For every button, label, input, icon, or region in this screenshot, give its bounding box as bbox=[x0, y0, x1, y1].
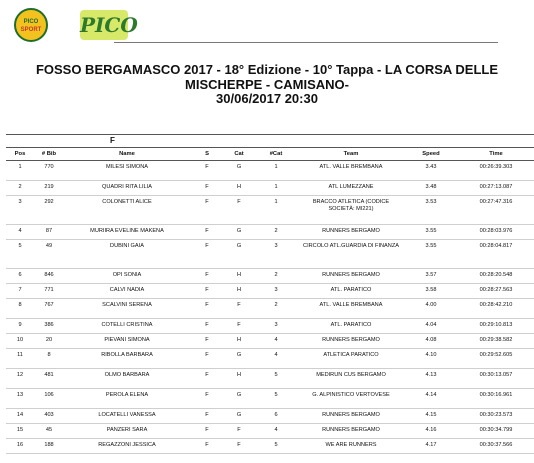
cell-bib: 20 bbox=[34, 334, 64, 349]
cell-pos: 7 bbox=[6, 284, 34, 299]
cell-speed: 3.53 bbox=[404, 196, 458, 225]
cell-cat: H bbox=[224, 369, 254, 389]
cell-speed: 4.17 bbox=[404, 439, 458, 454]
cell-cat-rank: 4 bbox=[254, 349, 298, 369]
col-sex: S bbox=[190, 148, 224, 161]
table-row bbox=[6, 369, 534, 389]
table-row bbox=[6, 284, 534, 299]
cell-name: CALVI NADIA bbox=[64, 284, 190, 299]
cell-speed: 4.15 bbox=[404, 409, 458, 424]
cell-cat: F bbox=[224, 319, 254, 334]
cell-team: ATL. VALLE BREMBANA bbox=[298, 161, 404, 181]
cell-time: 00:30:34.799 bbox=[458, 424, 534, 439]
cell-bib: 49 bbox=[34, 240, 64, 269]
cell-cat: G bbox=[224, 409, 254, 424]
cell-time: 00:30:37.566 bbox=[458, 439, 534, 454]
cell-cat-rank: 3 bbox=[254, 240, 298, 269]
pico-sport-logo bbox=[14, 8, 48, 42]
cell-cat: H bbox=[224, 181, 254, 196]
cell-bib: 767 bbox=[34, 299, 64, 319]
col-cat-rank: #Cat bbox=[254, 148, 298, 161]
cell-speed: 3.58 bbox=[404, 284, 458, 299]
cell-cat: G bbox=[224, 161, 254, 181]
cell-cat: H bbox=[224, 284, 254, 299]
cell-pos: 5 bbox=[6, 240, 34, 269]
cell-bib: 87 bbox=[34, 225, 64, 240]
cell-sex: F bbox=[190, 269, 224, 284]
cell-time: 00:29:10.813 bbox=[458, 319, 534, 334]
cell-cat-rank: 5 bbox=[254, 389, 298, 409]
table-row bbox=[6, 299, 534, 319]
table-row bbox=[6, 319, 534, 334]
cell-sex: F bbox=[190, 389, 224, 409]
results-panel bbox=[6, 134, 534, 463]
cell-pos: 16 bbox=[6, 439, 34, 454]
col-cat: Cat bbox=[224, 148, 254, 161]
table-row bbox=[6, 161, 534, 181]
cell-pos: 6 bbox=[6, 269, 34, 284]
cell-bib: 481 bbox=[34, 369, 64, 389]
cell-speed: 4.13 bbox=[404, 369, 458, 389]
cell-cat: G bbox=[224, 225, 254, 240]
cell-cat: G bbox=[224, 389, 254, 409]
table-row bbox=[6, 181, 534, 196]
cell-cat-rank: 1 bbox=[254, 161, 298, 181]
pico-sport-logo-line1: PICO bbox=[23, 19, 39, 25]
cell-name: COTELLI CRISTINA bbox=[64, 319, 190, 334]
header-logos bbox=[14, 4, 534, 44]
cell-speed: 4.16 bbox=[404, 424, 458, 439]
cell-team: RUNNERS BERGAMO bbox=[298, 225, 404, 240]
table-header-row bbox=[6, 148, 534, 161]
col-pos: Pos bbox=[6, 148, 34, 161]
cell-sex: F bbox=[190, 284, 224, 299]
col-name: Name bbox=[64, 148, 190, 161]
cell-bib: 771 bbox=[34, 284, 64, 299]
cell-sex: F bbox=[190, 299, 224, 319]
cell-speed: 4.08 bbox=[404, 334, 458, 349]
cell-sex: F bbox=[190, 439, 224, 454]
cell-team: ATL. PARATICO bbox=[298, 284, 404, 299]
cell-sex: F bbox=[190, 161, 224, 181]
cell-cat: F bbox=[224, 424, 254, 439]
cell-cat: G bbox=[224, 349, 254, 369]
cell-name: MURIIRA EVELINE MAKENA bbox=[64, 225, 190, 240]
cell-speed: 4.14 bbox=[404, 389, 458, 409]
cell-pos: 12 bbox=[6, 369, 34, 389]
cell-cat: F bbox=[224, 196, 254, 225]
cell-pos: 4 bbox=[6, 225, 34, 240]
cell-sex: F bbox=[190, 240, 224, 269]
cell-cat-rank: 1 bbox=[254, 181, 298, 196]
cell-cat-rank: 5 bbox=[254, 369, 298, 389]
table-row bbox=[6, 196, 534, 225]
cell-bib: 846 bbox=[34, 269, 64, 284]
col-bib: # Bib bbox=[34, 148, 64, 161]
cell-pos: 1 bbox=[6, 161, 34, 181]
cell-bib: 8 bbox=[34, 349, 64, 369]
cell-speed: 3.57 bbox=[404, 269, 458, 284]
table-row bbox=[6, 439, 534, 454]
cell-pos: 2 bbox=[6, 181, 34, 196]
cell-time: 00:28:03.976 bbox=[458, 225, 534, 240]
cell-pos: 3 bbox=[6, 196, 34, 225]
cell-name: PANZERI SARA bbox=[64, 424, 190, 439]
cell-name: REGAZZONI JESSICA bbox=[64, 439, 190, 454]
cell-speed: 3.55 bbox=[404, 225, 458, 240]
cell-time: 00:27:47.316 bbox=[458, 196, 534, 225]
table-row bbox=[6, 240, 534, 269]
cell-bib: 292 bbox=[34, 196, 64, 225]
col-time: Time bbox=[458, 148, 534, 161]
cell-sex: F bbox=[190, 225, 224, 240]
cell-cat: F bbox=[224, 299, 254, 319]
cell-cat-rank: 3 bbox=[254, 319, 298, 334]
cell-name: LOCATELLI VANESSA bbox=[64, 409, 190, 424]
cell-time: 00:29:52.605 bbox=[458, 349, 534, 369]
cell-speed: 3.48 bbox=[404, 181, 458, 196]
cell-name: MILESI SIMONA bbox=[64, 161, 190, 181]
table-row bbox=[6, 269, 534, 284]
cell-time: 00:30:23.573 bbox=[458, 409, 534, 424]
cell-pos: 15 bbox=[6, 424, 34, 439]
cell-speed: 3.55 bbox=[404, 240, 458, 269]
cell-bib: 219 bbox=[34, 181, 64, 196]
table-row bbox=[6, 409, 534, 424]
cell-pos: 9 bbox=[6, 319, 34, 334]
cell-team: G. ALPINISTICO VERTOVESE bbox=[298, 389, 404, 409]
cell-cat-rank: 2 bbox=[254, 269, 298, 284]
cell-name: COLONETTI ALICE bbox=[64, 196, 190, 225]
cell-name: QUADRI RITA LILIA bbox=[64, 181, 190, 196]
cell-team: ATL. PARATICO bbox=[298, 319, 404, 334]
category-heading: F bbox=[110, 136, 115, 145]
cell-cat-rank: 4 bbox=[254, 424, 298, 439]
cell-speed: 3.43 bbox=[404, 161, 458, 181]
cell-team: ATL LUMEZZANE bbox=[298, 181, 404, 196]
col-speed: Speed bbox=[404, 148, 458, 161]
cell-name: OLMO BARBARA bbox=[64, 369, 190, 389]
cell-sex: F bbox=[190, 349, 224, 369]
cell-team: MEDIRUN CUS BERGAMO bbox=[298, 369, 404, 389]
table-row bbox=[6, 334, 534, 349]
cell-name: PIEVANI SIMONA bbox=[64, 334, 190, 349]
cell-bib: 770 bbox=[34, 161, 64, 181]
cell-sex: F bbox=[190, 181, 224, 196]
cell-cat-rank: 2 bbox=[254, 225, 298, 240]
cell-cat-rank: 2 bbox=[254, 299, 298, 319]
cell-pos: 8 bbox=[6, 299, 34, 319]
cell-sex: F bbox=[190, 369, 224, 389]
col-team: Team bbox=[298, 148, 404, 161]
cell-time: 00:28:27.563 bbox=[458, 284, 534, 299]
cell-bib: 386 bbox=[34, 319, 64, 334]
cell-bib: 188 bbox=[34, 439, 64, 454]
cell-name: PEROLA ELENA bbox=[64, 389, 190, 409]
table-row bbox=[6, 225, 534, 240]
pico-logo: PICO bbox=[80, 10, 128, 40]
cell-cat: F bbox=[224, 439, 254, 454]
cell-team: RUNNERS BERGAMO bbox=[298, 334, 404, 349]
cell-sex: F bbox=[190, 196, 224, 225]
cell-cat-rank: 6 bbox=[254, 409, 298, 424]
cell-team: BRACCO ATLETICA (CODICE SOCIETÀ: MI221) bbox=[298, 196, 404, 225]
pico-sport-logo-line2: SPORT bbox=[20, 27, 42, 33]
table-row bbox=[6, 389, 534, 409]
cell-team: RUNNERS BERGAMO bbox=[298, 269, 404, 284]
cell-name: RIBOLLA BARBARA bbox=[64, 349, 190, 369]
cell-cat-rank: 5 bbox=[254, 439, 298, 454]
cell-time: 00:30:13.057 bbox=[458, 369, 534, 389]
cell-cat: H bbox=[224, 269, 254, 284]
table-row bbox=[6, 349, 534, 369]
results-table bbox=[6, 147, 534, 454]
cell-sex: F bbox=[190, 334, 224, 349]
table-row bbox=[6, 424, 534, 439]
cell-team: RUNNERS BERGAMO bbox=[298, 424, 404, 439]
cell-sex: F bbox=[190, 319, 224, 334]
cell-bib: 45 bbox=[34, 424, 64, 439]
cell-cat: H bbox=[224, 334, 254, 349]
cell-team: CIRCOLO ATL.GUARDIA DI FINANZA bbox=[298, 240, 404, 269]
cell-sex: F bbox=[190, 424, 224, 439]
cell-bib: 403 bbox=[34, 409, 64, 424]
cell-time: 00:27:13.087 bbox=[458, 181, 534, 196]
cell-sex: F bbox=[190, 409, 224, 424]
cell-pos: 13 bbox=[6, 389, 34, 409]
cell-time: 00:30:16.961 bbox=[458, 389, 534, 409]
cell-cat-rank: 4 bbox=[254, 334, 298, 349]
cell-team: ATLETICA PARATICO bbox=[298, 349, 404, 369]
cell-pos: 14 bbox=[6, 409, 34, 424]
cell-speed: 4.04 bbox=[404, 319, 458, 334]
cell-bib: 106 bbox=[34, 389, 64, 409]
cell-cat-rank: 1 bbox=[254, 196, 298, 225]
cell-time: 00:28:20.548 bbox=[458, 269, 534, 284]
cell-time: 00:28:04.817 bbox=[458, 240, 534, 269]
cell-name: SCALVINI SERENA bbox=[64, 299, 190, 319]
cell-team: WE ARE RUNNERS bbox=[298, 439, 404, 454]
cell-cat-rank: 3 bbox=[254, 284, 298, 299]
cell-time: 00:28:42.210 bbox=[458, 299, 534, 319]
cell-time: 00:26:39.303 bbox=[458, 161, 534, 181]
page-title: FOSSO BERGAMASCO 2017 - 18° Edizione - 10° Tappa - LA CORSA DELLE MISCHERPE - CAMISANO- bbox=[35, 62, 499, 92]
cell-speed: 4.10 bbox=[404, 349, 458, 369]
cell-cat: G bbox=[224, 240, 254, 269]
cell-time: 00:29:38.582 bbox=[458, 334, 534, 349]
cell-team: ATL. VALLE BREMBANA bbox=[298, 299, 404, 319]
cell-speed: 4.00 bbox=[404, 299, 458, 319]
event-datetime: 30/06/2017 20:30 bbox=[216, 91, 318, 106]
cell-pos: 10 bbox=[6, 334, 34, 349]
cell-pos: 11 bbox=[6, 349, 34, 369]
cell-name: OPI SONIA bbox=[64, 269, 190, 284]
cell-name: DUBINI GAIA bbox=[64, 240, 190, 269]
header-divider bbox=[114, 42, 498, 43]
cell-team: RUNNERS BERGAMO bbox=[298, 409, 404, 424]
